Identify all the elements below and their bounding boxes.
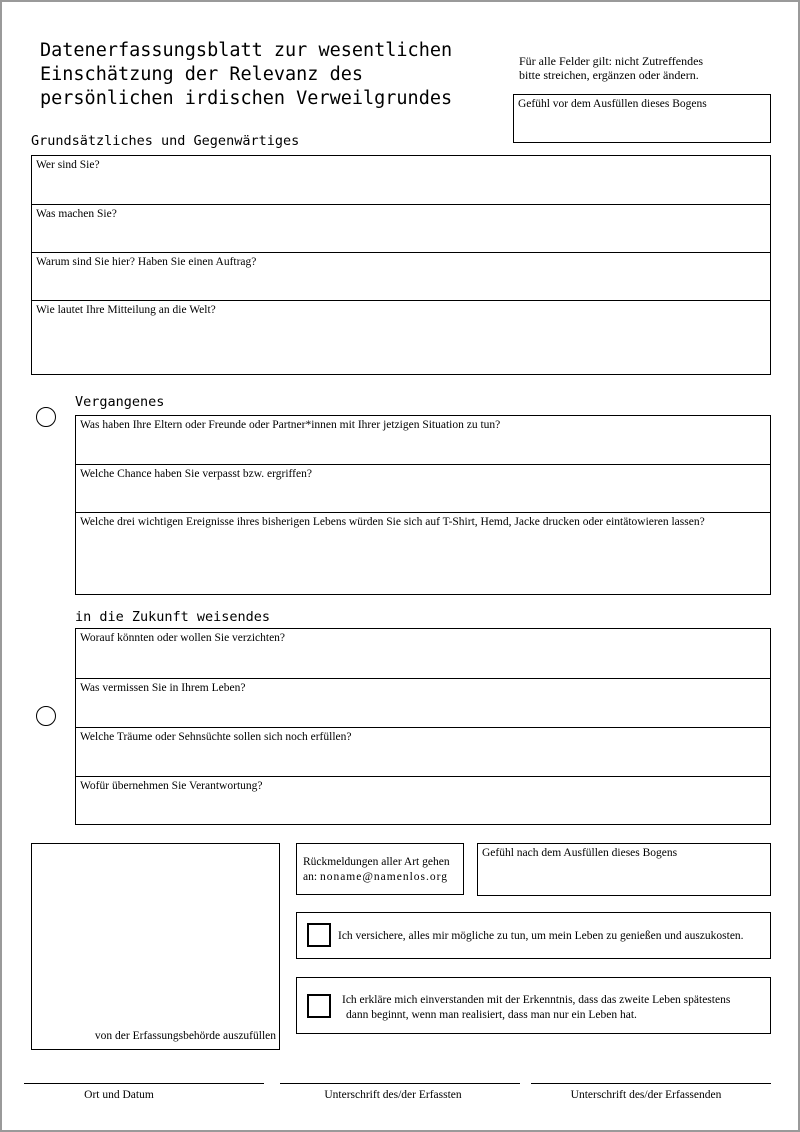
assurance-box [296, 912, 771, 959]
section-present-fields [31, 155, 771, 375]
feedback-address-line [303, 870, 450, 885]
field-label: Wer sind Sie? [36, 159, 100, 171]
field-what-do-you-do[interactable] [32, 204, 770, 252]
field-label: Was machen Sie? [36, 208, 117, 220]
field-label: Welche Chance haben Sie verpasst bzw. ergriffen? [80, 468, 312, 480]
field-message-to-world[interactable] [32, 300, 770, 373]
feedback-box [296, 843, 464, 895]
feeling-after-label: Gefühl nach dem Ausfüllen dieses Bogens [482, 847, 678, 859]
section-future-marker[interactable] [36, 706, 56, 726]
page-title: Datenerfassungsblatt zur wesentlichen Einschätzung der Relevanz des persönlichen irdischen Verweilgrundes [40, 40, 453, 109]
consent-line: Ich erkläre mich einverstanden mit der Erkenntnis, dass das zweite Leben spätestens [342, 994, 731, 1006]
assurance-checkbox[interactable] [307, 923, 331, 947]
feedback-text [303, 855, 450, 885]
consent-checkbox[interactable] [307, 994, 331, 1018]
field-label: Was vermissen Sie in Ihrem Leben? [80, 682, 246, 694]
feedback-prefix: an: [303, 871, 320, 883]
feeling-before-field[interactable] [513, 94, 771, 143]
signature-line-place-date[interactable] [24, 1083, 264, 1084]
field-label: Wie lautet Ihre Mitteilung an die Welt? [36, 304, 216, 316]
feeling-after-field[interactable] [477, 843, 771, 896]
signature-label-recorded: Unterschrift des/der Erfassten [324, 1089, 462, 1101]
feeling-before-label: Gefühl vor dem Ausfüllen dieses Bogens [518, 98, 707, 110]
section-heading-present: Grundsätzliches und Gegenwärtiges [31, 133, 300, 149]
signature-label-recorder: Unterschrift des/der Erfassenden [570, 1089, 722, 1101]
feedback-email: noname@namenlos.org [319, 871, 449, 883]
field-renounce[interactable] [76, 629, 770, 678]
section-past-marker[interactable] [36, 407, 56, 427]
consent-text [342, 993, 730, 1023]
field-responsibility[interactable] [76, 776, 770, 823]
field-who-are-you[interactable] [32, 156, 770, 204]
field-label: Welche drei wichtigen Ereignisse ihres bisherigen Lebens würden Sie sich auf T-Shirt, Hemd, Jacke drucken oder eintätowieren lassen? [80, 516, 705, 528]
feedback-line: Rückmeldungen aller Art gehen [303, 856, 450, 868]
field-dreams[interactable] [76, 727, 770, 776]
authority-box[interactable] [31, 843, 280, 1050]
consent-box [296, 977, 771, 1034]
field-label: Worauf könnten oder wollen Sie verzichten? [80, 632, 286, 644]
signature-line-recorded[interactable] [280, 1083, 520, 1084]
signature-label-place-date: Ort und Datum [84, 1089, 154, 1101]
signature-line-recorder[interactable] [531, 1083, 771, 1084]
field-missed-chance[interactable] [76, 464, 770, 512]
section-future-fields [75, 628, 771, 825]
field-why-here[interactable] [32, 252, 770, 300]
field-parents-friends[interactable] [76, 416, 770, 464]
section-heading-future: in die Zukunft weisendes [75, 609, 271, 625]
field-label: Was haben Ihre Eltern oder Freunde oder Partner*innen mit Ihrer jetzigen Situation zu tun? [80, 419, 501, 431]
field-label: Wofür übernehmen Sie Verantwortung? [80, 780, 263, 792]
field-missing[interactable] [76, 678, 770, 727]
field-three-events[interactable] [76, 512, 770, 593]
section-past-fields [75, 415, 771, 595]
authority-label: von der Erfassungsbehörde auszufüllen [94, 1030, 276, 1042]
field-label: Welche Träume oder Sehnsüchte sollen sich noch erfüllen? [80, 731, 352, 743]
assurance-text: Ich versichere, alles mir mögliche zu tun, um mein Leben zu genießen und auszukosten. [338, 930, 744, 942]
field-label: Warum sind Sie hier? Haben Sie einen Auftrag? [36, 256, 257, 268]
instruction-note: Für alle Felder gilt: nicht Zutreffendes bitte streichen, ergänzen oder ändern. [519, 54, 704, 82]
section-heading-past: Vergangenes [75, 394, 165, 410]
consent-line: dann beginnt, wenn man realisiert, dass man nur ein Leben hat. [346, 1009, 637, 1021]
